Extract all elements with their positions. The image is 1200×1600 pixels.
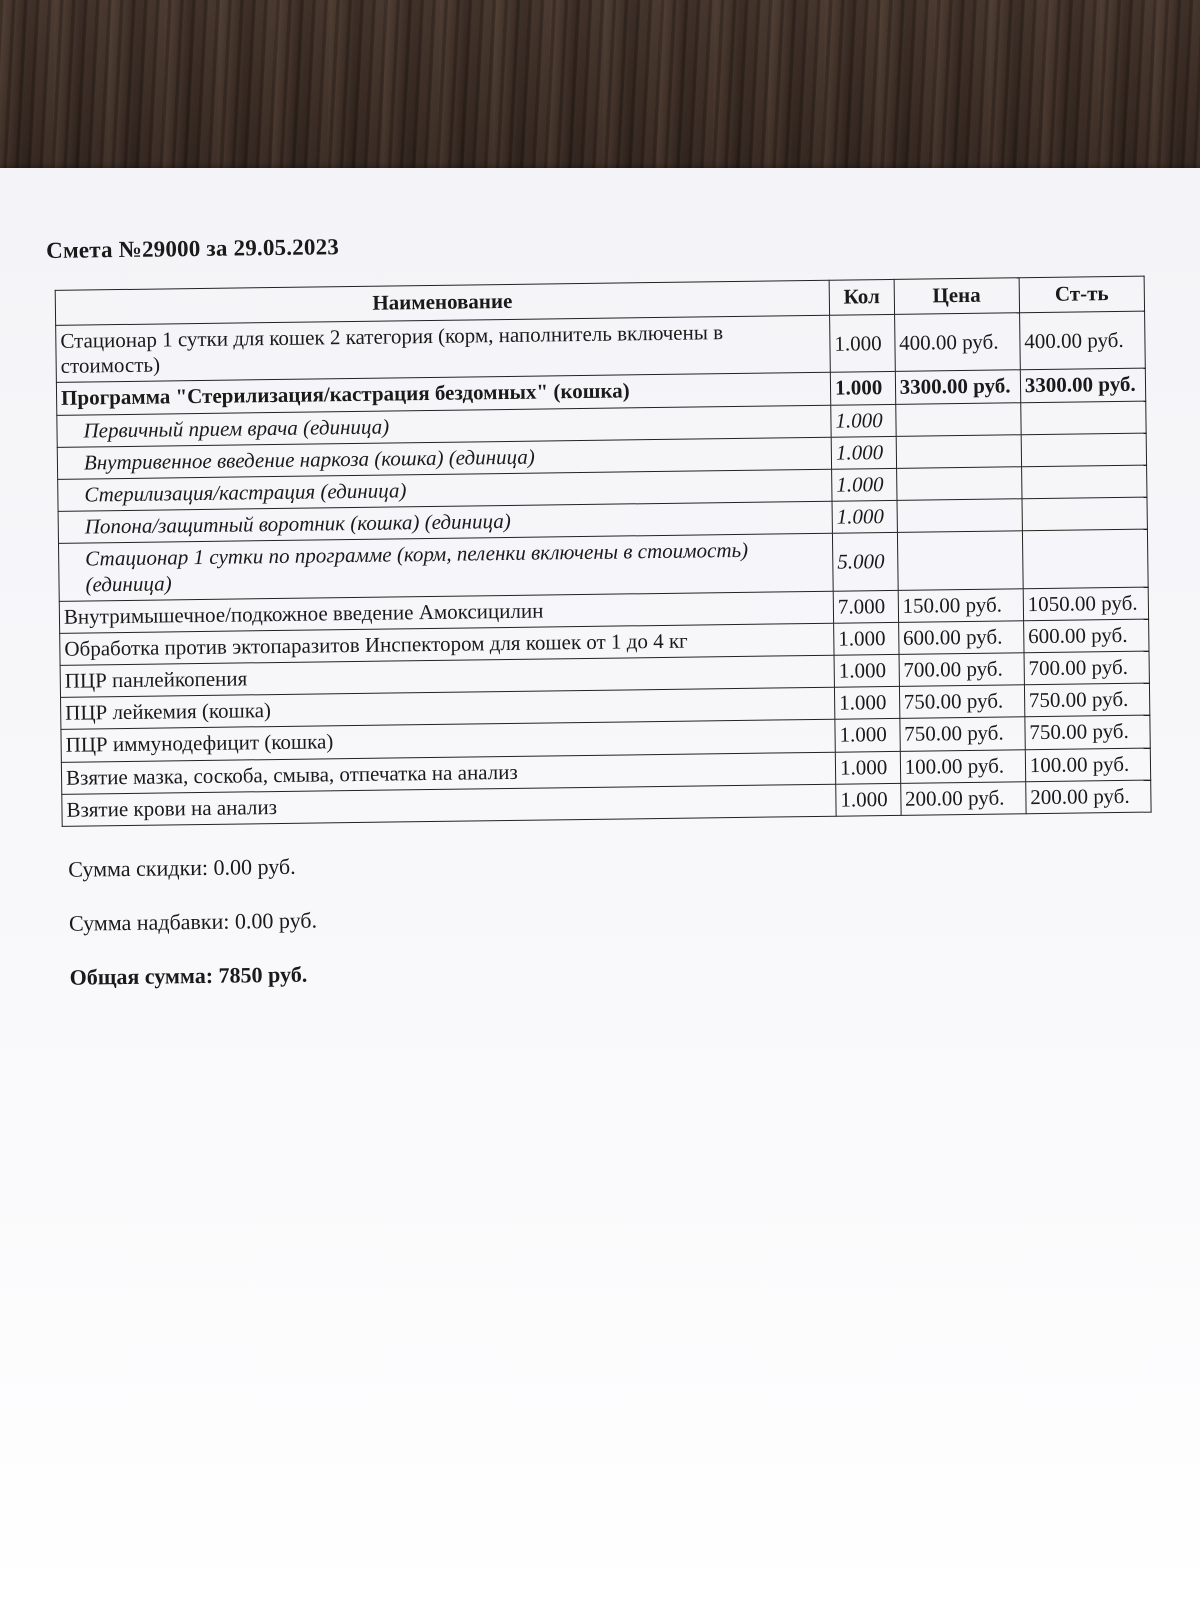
cell-price: 750.00 руб. [899, 685, 1025, 719]
cell-total: 700.00 руб. [1024, 651, 1150, 685]
cell-name: Стационар 1 сутки для кошек 2 категория (корм, наполнитель включены в стоимость) [56, 315, 831, 383]
cell-name: Стерилизация/кастрация (единица) [58, 469, 832, 511]
cell-total: 400.00 руб. [1019, 311, 1145, 370]
markup-sum: Сумма надбавки: 0.00 руб. [68, 907, 318, 936]
cell-price: 600.00 руб. [898, 621, 1024, 655]
cell-qty: 1.000 [834, 654, 899, 687]
cell-total: 600.00 руб. [1023, 619, 1149, 653]
cell-qty: 5.000 [832, 533, 897, 591]
document-title: Смета №29000 за 29.05.2023 [46, 234, 340, 263]
cell-total: 750.00 руб. [1024, 683, 1150, 717]
cell-qty: 1.000 [835, 719, 900, 752]
header-price: Цена [894, 278, 1020, 315]
cell-price: 100.00 руб. [900, 749, 1026, 783]
cell-price [896, 435, 1022, 469]
header-qty: Кол [829, 279, 894, 315]
cell-name: ПЦР панлейкопения [60, 655, 834, 697]
cell-qty: 1.000 [831, 404, 896, 437]
cell-price: 400.00 руб. [894, 313, 1020, 372]
discount-sum: Сумма скидки: 0.00 руб. [68, 853, 296, 882]
estimate-document [46, 223, 1176, 1019]
cell-name: Обработка против эктопаразитов Инспектором для кошек от 1 до 4 кг [60, 623, 834, 665]
cell-total: 750.00 руб. [1025, 716, 1151, 750]
cell-name: Взятие мазка, соскоба, смыва, отпечатка на анализ [61, 752, 835, 794]
cell-name: Взятие крови на анализ [62, 784, 836, 826]
estimate-table [55, 276, 1152, 827]
cell-total [1021, 433, 1147, 467]
cell-price [896, 467, 1022, 501]
cell-qty: 1.000 [832, 468, 897, 501]
cell-name: Внутривенное введение наркоза (кошка) (единица) [57, 437, 831, 479]
cell-name: Стационар 1 сутки по программе (корм, пеленки включены в стоимость) (единица) [59, 534, 834, 602]
cell-price [895, 402, 1021, 436]
cell-total [1021, 465, 1147, 499]
header-total: Ст-ть [1019, 276, 1145, 313]
cell-name: Программа "Стерилизация/кастрация бездомных" (кошка) [56, 373, 830, 415]
cell-name: Внутримышечное/подкожное введение Амоксицилин [59, 591, 833, 633]
cell-total: 1050.00 руб. [1023, 587, 1149, 621]
cell-name: ПЦР лейкемия (кошка) [61, 687, 835, 729]
cell-total: 100.00 руб. [1025, 748, 1151, 782]
header-name: Наименование [55, 280, 829, 325]
cell-total [1022, 497, 1148, 531]
cell-price: 700.00 руб. [899, 653, 1025, 687]
cell-total [1022, 529, 1148, 588]
cell-price: 3300.00 руб. [895, 370, 1021, 404]
cell-price: 750.00 руб. [900, 717, 1026, 751]
cell-total [1021, 401, 1147, 435]
cell-qty: 1.000 [832, 501, 897, 534]
cell-qty: 1.000 [830, 372, 895, 405]
cell-name: Попона/защитный воротник (кошка) (единица) [58, 501, 832, 543]
summary-block [68, 842, 1176, 990]
cell-qty: 1.000 [830, 314, 895, 372]
cell-name: Первичный прием врача (единица) [57, 405, 831, 447]
cell-qty: 1.000 [835, 751, 900, 784]
cell-qty: 1.000 [836, 783, 901, 816]
cell-qty: 7.000 [833, 590, 898, 623]
cell-price [897, 499, 1023, 533]
cell-qty: 1.000 [834, 622, 899, 655]
table-body [56, 311, 1151, 826]
cell-price: 200.00 руб. [900, 782, 1026, 816]
cell-total: 3300.00 руб. [1020, 368, 1146, 402]
cell-total: 200.00 руб. [1026, 780, 1152, 814]
cell-price [897, 531, 1023, 590]
cell-name: ПЦР иммунодефицит (кошка) [61, 720, 835, 762]
cell-price: 150.00 руб. [898, 588, 1024, 622]
cell-qty: 1.000 [834, 687, 899, 720]
cell-qty: 1.000 [831, 436, 896, 469]
wooden-table-background [0, 0, 1200, 175]
grand-total: Общая сумма: 7850 руб. [69, 961, 308, 990]
